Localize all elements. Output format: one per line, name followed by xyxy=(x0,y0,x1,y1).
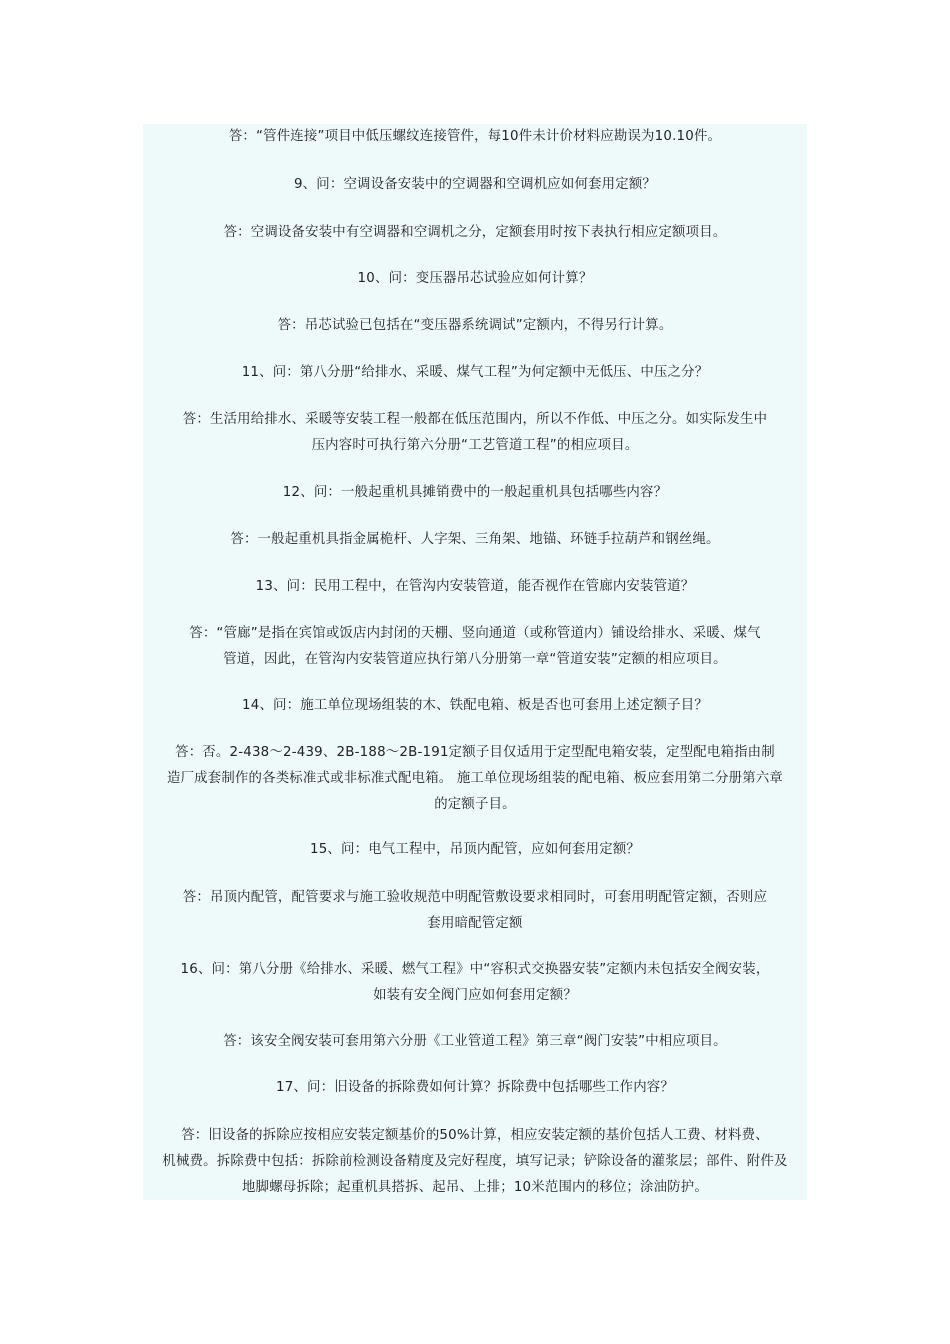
text-line: 12、问：一般起重机具摊销费中的一般起重机具包括哪些内容？ xyxy=(282,485,668,500)
text-line: 地脚螺母拆除；起重机具搭拆、起吊、上排；10米范围内的移位；涂油防护。 xyxy=(242,1180,708,1195)
text-line: 答：一般起重机具指金属桅杆、人字架、三角架、地锚、环链手拉葫芦和钢丝绳。 xyxy=(230,532,720,547)
question-12 xyxy=(143,480,807,506)
text-line: 10、问：变压器吊芯试验应如何计算？ xyxy=(357,271,593,286)
question-14 xyxy=(143,693,807,719)
text-line: 压内容时可执行第六分册“工艺管道工程”的相应项目。 xyxy=(311,438,639,453)
answer-17 xyxy=(143,1123,807,1201)
text-line: 管道，因此，在管沟内安装管道应执行第八分册第一章“管道安装”定额的相应项目。 xyxy=(223,652,727,667)
text-line: 答：空调设备安装中有空调器和空调机之分，定额套用时按下表执行相应定额项目。 xyxy=(223,225,727,240)
answer-10 xyxy=(143,313,807,339)
question-10 xyxy=(143,266,807,292)
text-line: 14、问：施工单位现场组装的木、铁配电箱、板是否也可套用上述定额子目？ xyxy=(242,698,708,713)
question-16 xyxy=(143,957,807,1009)
text-line: 答：否。2-438～2-439、2B-188～2B-191定额子目仅适用于定型配电箱安装，定型配电箱指由制 xyxy=(175,745,775,760)
text-line: 套用暗配管定额 xyxy=(427,916,523,931)
text-line: 机械费。拆除费中包括：拆除前检测设备精度及完好程度，填写记录；铲除设备的灌浆层；部件、附件及 xyxy=(162,1154,788,1169)
text-line: 13、问：民用工程中，在管沟内安装管道，能否视作在管廊内安装管道？ xyxy=(255,579,695,594)
question-13 xyxy=(143,574,807,600)
text-line: 17、问：旧设备的拆除费如何计算？拆除费中包括哪些工作内容？ xyxy=(276,1080,674,1095)
question-11 xyxy=(143,360,807,386)
answer-9 xyxy=(143,220,807,246)
answer-14 xyxy=(143,740,807,818)
answer-12 xyxy=(143,527,807,553)
question-9 xyxy=(143,172,807,198)
text-line: 答：吊芯试验已包括在“变压器系统调试”定额内，不得另行计算。 xyxy=(277,318,673,333)
text-line: 答：“管廊”是指在宾馆或饭店内封闭的天棚、竖向通道（或称管道内）铺设给排水、采暖、煤气 xyxy=(189,626,761,641)
question-17 xyxy=(143,1075,807,1101)
answer-8 xyxy=(143,124,807,150)
text-line: 9、问：空调设备安装中的空调器和空调机应如何套用定额？ xyxy=(293,177,657,192)
question-15 xyxy=(143,837,807,863)
answer-15 xyxy=(143,885,807,937)
text-line: 16、问：第八分册《给排水、采暖、燃气工程》中“容积式交换器安装”定额内未包括安全阀安装， xyxy=(180,962,770,977)
text-line: 答：旧设备的拆除应按相应安装定额基价的50%计算，相应安装定额的基价包括人工费、材料费、 xyxy=(181,1128,769,1143)
text-line: 答：吊顶内配管，配管要求与施工验收规范中明配管敷设要求相同时，可套用明配管定额，否则应 xyxy=(182,890,768,905)
document-body xyxy=(143,124,807,1200)
answer-11 xyxy=(143,407,807,459)
answer-13 xyxy=(143,621,807,673)
text-line: 答：“管件连接”项目中低压螺纹连接管件，每10件未计价材料应勘误为10.10件。 xyxy=(228,129,722,144)
text-line: 造厂成套制作的各类标准式或非标准式配电箱。 施工单位现场组装的配电箱、板应套用第二分册第六章 xyxy=(166,771,784,786)
text-line: 的定额子目。 xyxy=(434,797,516,812)
text-line: 15、问：电气工程中，吊顶内配管，应如何套用定额？ xyxy=(309,842,641,857)
text-line: 答：该安全阀安装可套用第六分册《工业管道工程》第三章“阀门安装”中相应项目。 xyxy=(223,1034,727,1049)
answer-16 xyxy=(143,1029,807,1055)
text-line: 如装有安全阀门应如何套用定额？ xyxy=(373,988,577,1003)
text-line: 答：生活用给排水、采暖等安装工程一般都在低压范围内，所以不作低、中压之分。如实际发生中 xyxy=(182,412,768,427)
text-line: 11、问：第八分册“给排水、采暖、煤气工程”为何定额中无低压、中压之分？ xyxy=(241,365,709,380)
